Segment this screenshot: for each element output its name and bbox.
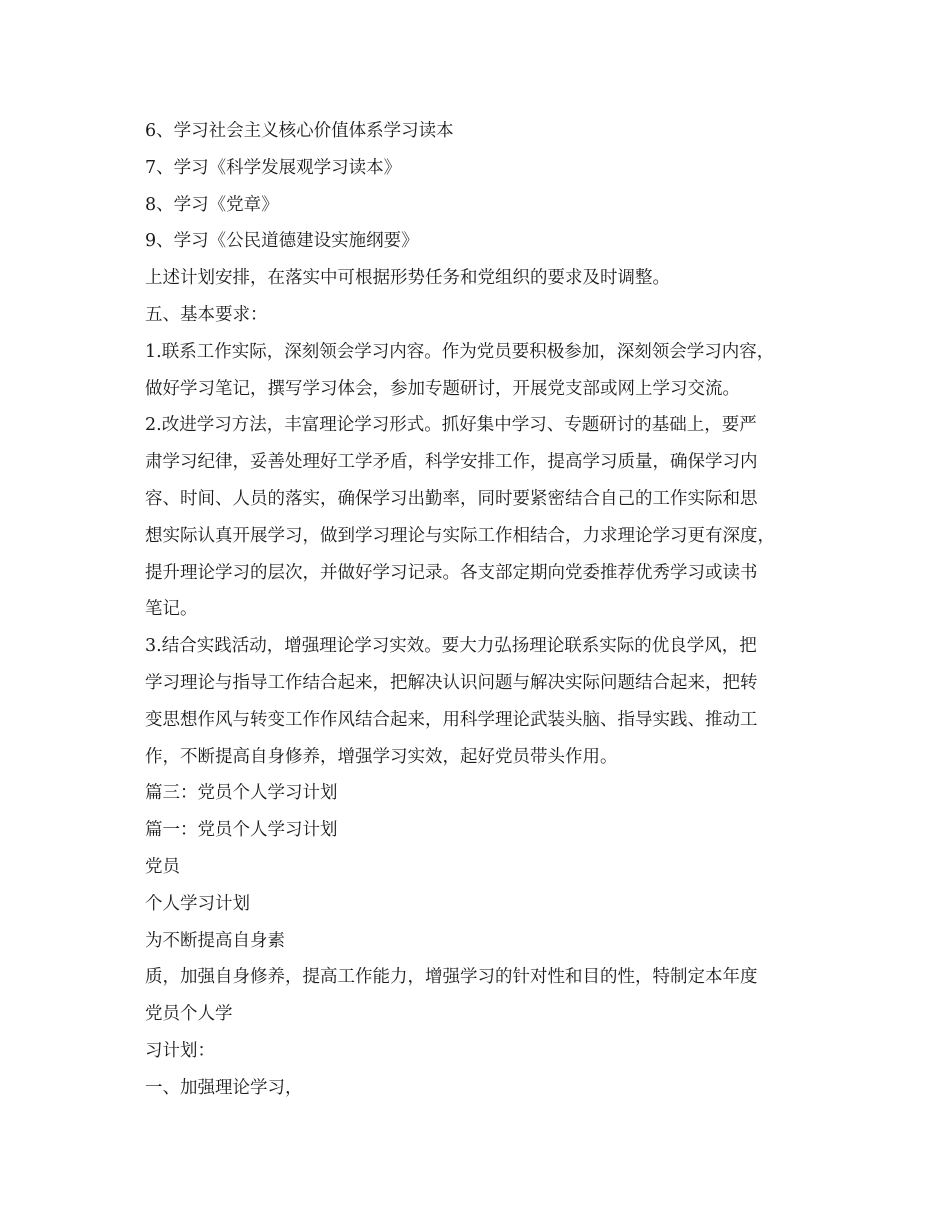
text-line: 肃学习纪律，妥善处理好工学矛盾，科学安排工作，提高学习质量，确保学习内 — [145, 452, 758, 473]
section-heading: 篇三：党员个人学习计划 — [145, 783, 338, 804]
text-line: 想实际认真开展学习，做到学习理论与实际工作相结合，力求理论学习更有深度， — [145, 525, 775, 546]
text-line: 上述计划安排，在落实中可根据形势任务和党组织的要求及时调整。 — [145, 268, 670, 289]
text-line: 1.联系工作实际，深刻领会学习内容。作为党员要积极参加，深刻领会学习内容， — [145, 341, 775, 362]
section-heading: 五、基本要求： — [145, 304, 268, 325]
text-line: 笔记。 — [145, 599, 198, 620]
text-line: 6、学习社会主义核心价值体系学习读本 — [145, 121, 454, 141]
text-line: 7、学习《科学发展观学习读本》 — [145, 157, 402, 178]
text-line: 做好学习笔记，撰写学习体会，参加专题研讨，开展党支部或网上学习交流。 — [145, 378, 740, 399]
text-line: 个人学习计划 — [145, 893, 250, 914]
text-line: 学习理论与指导工作结合起来，把解决认识问题与解决实际问题结合起来，把转 — [145, 672, 758, 693]
text-line: 作，不断提高自身修养，增强学习实效，起好党员带头作用。 — [145, 746, 618, 767]
text-line: 2.改进学习方法，丰富理论学习形式。抓好集中学习、专题研讨的基础上，要严 — [145, 415, 757, 436]
text-line: 党员 — [145, 856, 180, 877]
text-line: 质，加强自身修养，提高工作能力，增强学习的针对性和目的性，特制定本年度 — [145, 967, 758, 988]
text-line: 变思想作风与转变工作作风结合起来，用科学理论武装头脑、指导实践、推动工 — [145, 709, 758, 730]
text-line: 容、时间、人员的落实，确保学习出勤率，同时要紧密结合自己的工作实际和思 — [145, 488, 758, 509]
text-line: 8、学习《党章》 — [145, 194, 279, 215]
text-line: 9、学习《公民道德建设实施纲要》 — [145, 231, 419, 252]
text-line: 一、加强理论学习， — [145, 1077, 303, 1098]
document-body — [145, 113, 810, 1107]
text-line: 提升理论学习的层次，并做好学习记录。各支部定期向党委推荐优秀学习或读书 — [145, 562, 758, 583]
section-heading: 篇一：党员个人学习计划 — [145, 820, 338, 841]
text-line: 党员个人学 — [145, 1004, 233, 1025]
text-line: 3.结合实践活动，增强理论学习实效。要大力弘扬理论联系实际的优良学风，把 — [145, 636, 757, 657]
text-line: 为不断提高自身素 — [145, 930, 285, 951]
text-line: 习计划： — [145, 1040, 215, 1061]
